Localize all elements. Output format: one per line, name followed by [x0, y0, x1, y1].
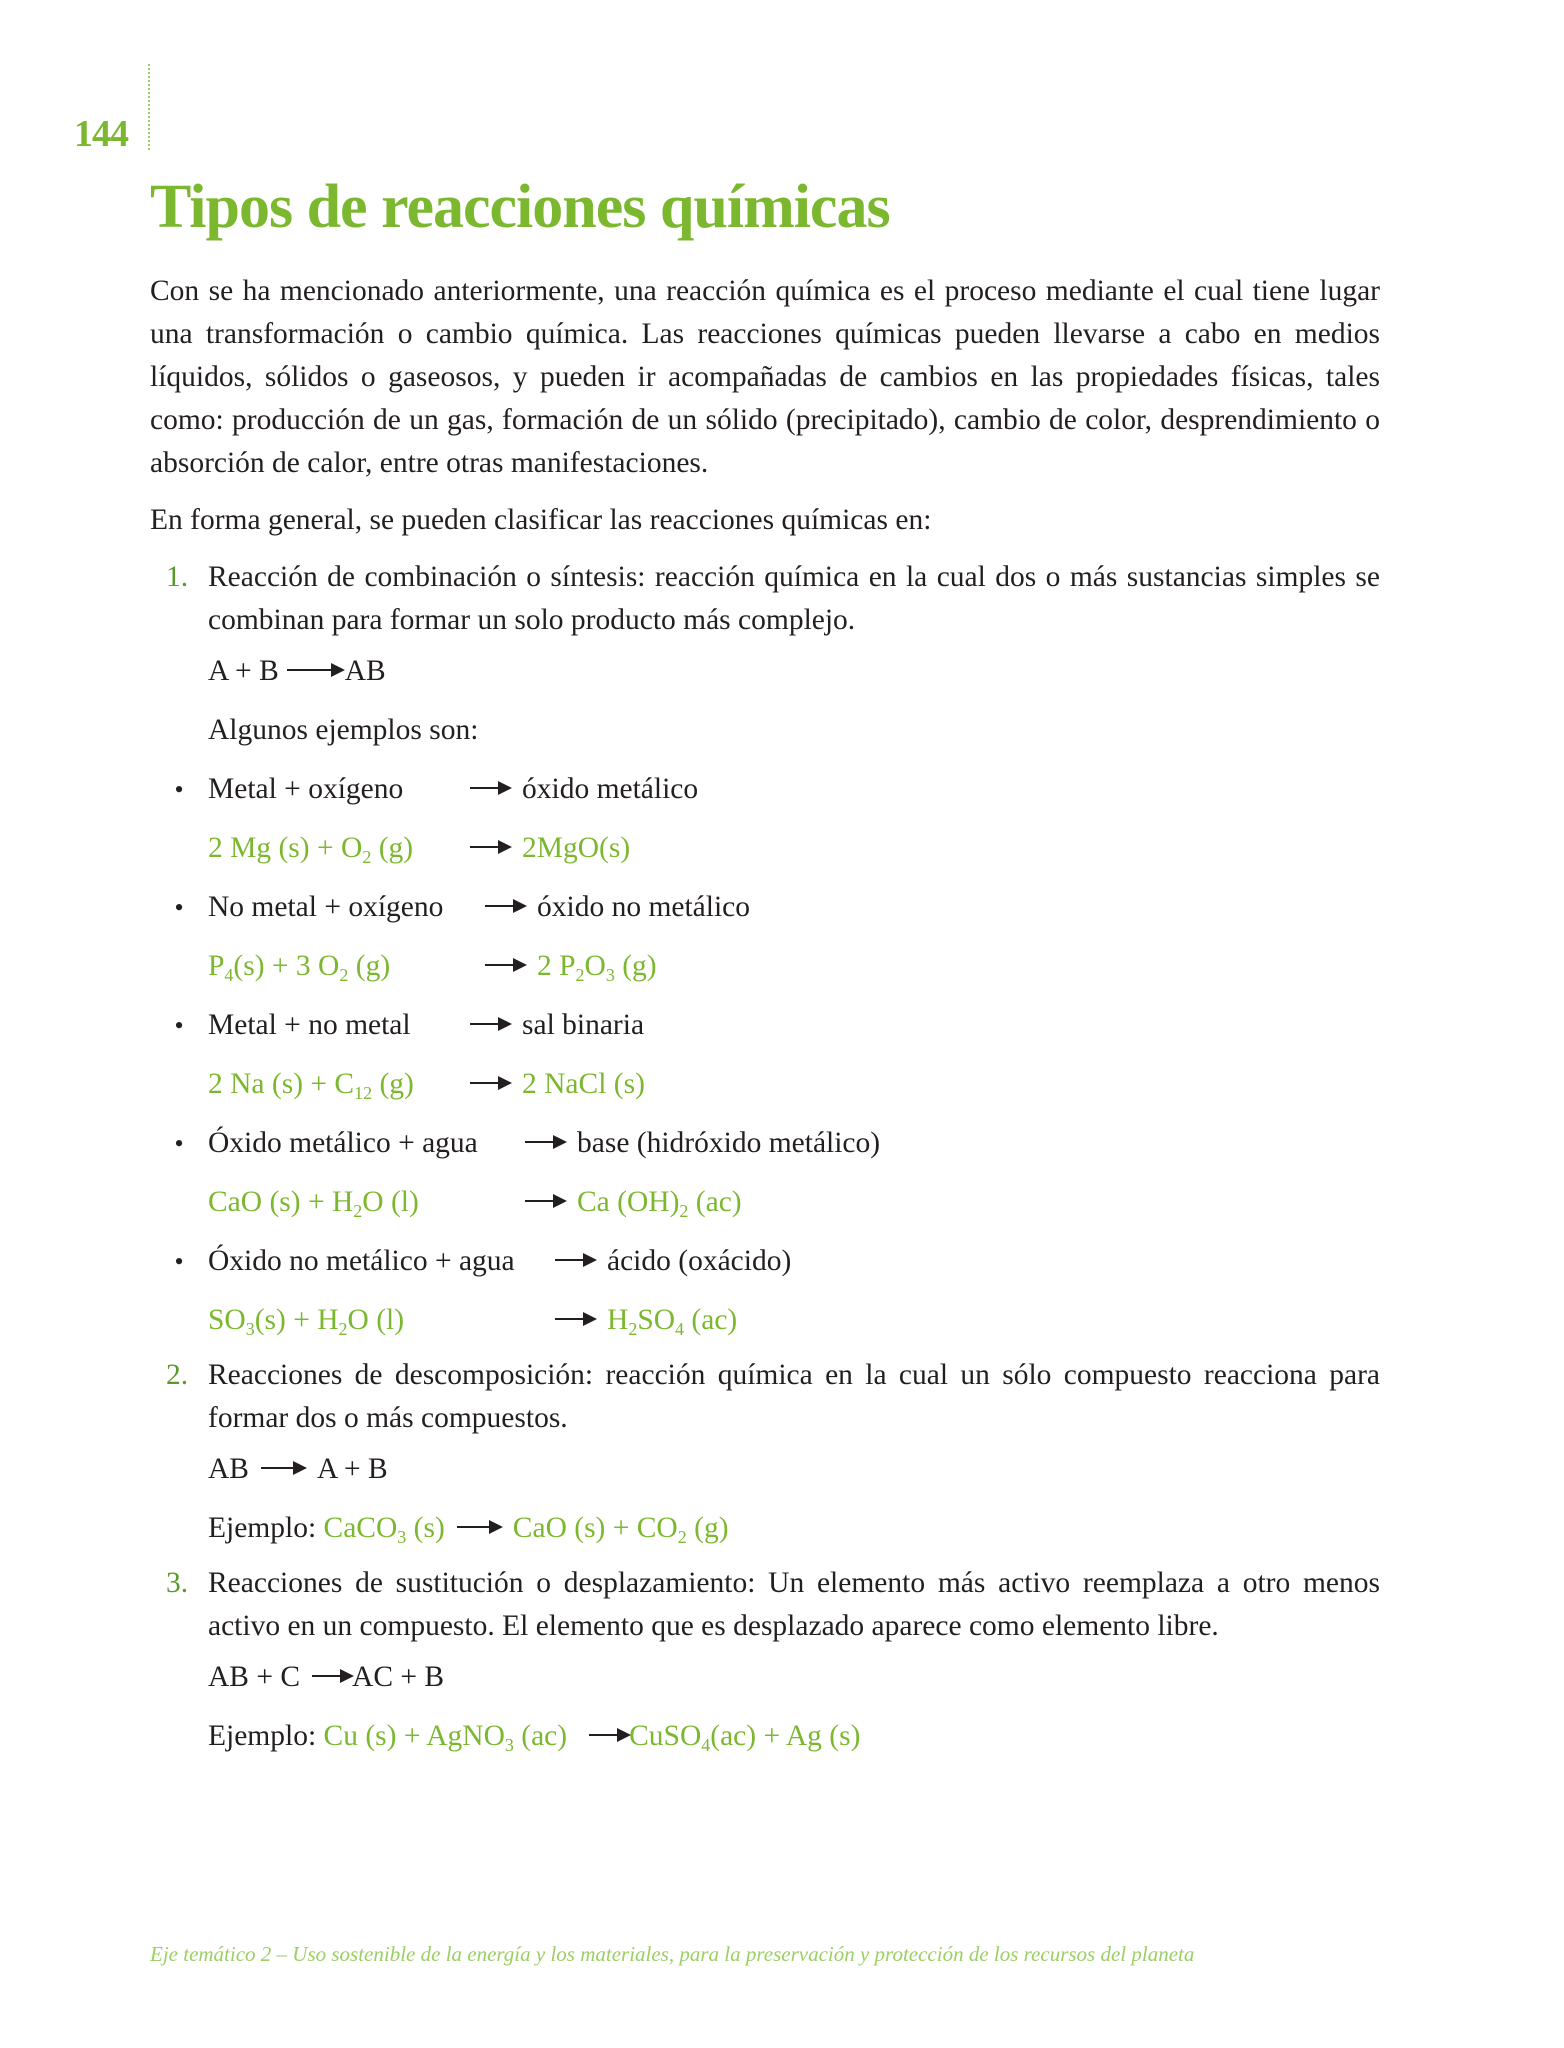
main-content: [150, 270, 1380, 1766]
category-reactants: Metal + oxígeno: [208, 773, 404, 805]
equation-products: A + B: [316, 1453, 388, 1485]
subscript: 2: [628, 1319, 638, 1339]
reaction-arrow-icon: [525, 1200, 565, 1202]
category-reactants: No metal + oxígeno: [208, 891, 444, 923]
reaction-arrow-icon: [555, 1318, 595, 1320]
example-equation: [208, 1707, 1380, 1766]
reaction-arrow-icon: [312, 1675, 352, 1677]
reaction-arrow-icon: [470, 1023, 510, 1025]
subscript: 3: [504, 1735, 514, 1755]
example-products: $H_2SO_4$ (ac): [607, 1304, 738, 1339]
page-number-divider: [148, 64, 150, 150]
category-product: óxido metálico: [522, 773, 699, 805]
item-number: 1.: [166, 561, 189, 593]
subscript: 2: [338, 1319, 348, 1339]
example-category: [150, 1114, 1380, 1173]
reaction-arrow-icon: [261, 1467, 305, 1469]
subscript: 4: [675, 1319, 685, 1339]
example-label: Ejemplo:: [208, 1512, 317, 1544]
subscript: 2: [353, 1201, 363, 1221]
bullet-icon: •: [174, 1129, 184, 1158]
subscript: 3: [605, 965, 615, 985]
example-products: CuSO$_4$(ac) + Ag (s): [629, 1720, 861, 1755]
item-number: 2.: [166, 1359, 189, 1391]
page-number: 144: [74, 113, 128, 155]
subscript: 4: [701, 1735, 711, 1755]
examples-intro: Algunos ejemplos son:: [208, 714, 479, 746]
subscript: 2: [679, 1201, 689, 1221]
reaction-type-substitution: [150, 1562, 1380, 1766]
category-reactants: Óxido no metálico + agua: [208, 1245, 515, 1277]
example-equation: [208, 1291, 1380, 1350]
bullet-icon: •: [174, 775, 184, 804]
example-equation: [208, 1499, 1380, 1558]
classification-intro: En forma general, se pueden clasificar las reacciones químicas en:: [150, 504, 932, 536]
subscript: 2: [339, 965, 349, 985]
item-description: Reacción de combinación o síntesis: reacción química en la cual dos o más sustancias simples se combinan para formar un solo producto más complejo.: [208, 561, 1380, 636]
bullet-icon: •: [174, 893, 184, 922]
equation-products: AB: [344, 655, 386, 687]
category-product: óxido no metálico: [537, 891, 751, 923]
reaction-arrow-icon: [457, 1526, 501, 1528]
example-reactants: CaO $(s) + H_2O$ (l): [208, 1186, 419, 1221]
example-category: [150, 760, 1380, 819]
examples-list: [150, 760, 1380, 1350]
subscript: 2: [677, 1527, 687, 1547]
example-equation: [208, 937, 1380, 996]
reaction-arrow-icon: [525, 1141, 565, 1143]
general-equation: [208, 642, 1380, 701]
example-reactants: CaCO$_3$ (s): [323, 1512, 445, 1547]
category-product: sal binaria: [522, 1009, 645, 1041]
item-description: Reacciones de sustitución o desplazamiento: Un elemento más activo reemplaza a otro menos activo en un compuesto. El elemento que es desplazado aparece como elemento libre.: [208, 1567, 1380, 1642]
item-description: Reacciones de descomposición: reacción química en la cual un sólo compuesto reacciona para formar dos o más compuestos.: [208, 1359, 1380, 1434]
bullet-icon: •: [174, 1247, 184, 1276]
equation-products: AC + B: [352, 1661, 445, 1693]
reaction-arrow-icon: [470, 787, 510, 789]
reaction-arrow-icon: [470, 846, 510, 848]
example-products: CaO $(s) + CO_2$ (g): [512, 1512, 729, 1547]
category-reactants: Óxido metálico + agua: [208, 1127, 478, 1159]
example-equation: [208, 1173, 1380, 1232]
example-products: 2MgO(s): [522, 832, 631, 864]
example-category: [150, 1232, 1380, 1291]
equation-reactants: A + B: [208, 655, 279, 687]
subscript: 12: [354, 1083, 373, 1103]
example-reactants: Cu (s) + AgNO$_3$ (ac): [323, 1720, 568, 1755]
reaction-arrow-icon: [485, 964, 525, 966]
reaction-arrow-icon: [589, 1734, 629, 1736]
subscript: 4: [224, 965, 234, 985]
item-number: 3.: [166, 1567, 189, 1599]
example-reactants: $SO_3(s) + H_2O$ (l): [208, 1304, 405, 1339]
example-reactants: 2 Na $(s) + C_{12}$ (g): [208, 1068, 414, 1103]
reaction-type-synthesis: [150, 556, 1380, 1350]
subscript: 2: [362, 847, 372, 867]
example-products: Ca $(OH)_2$ (ac): [577, 1186, 742, 1221]
example-equation: [208, 1055, 1380, 1114]
category-product: base (hidróxido metálico): [577, 1127, 881, 1159]
bullet-icon: •: [174, 1011, 184, 1040]
example-equation: [208, 819, 1380, 878]
equation-reactants: AB + C: [208, 1661, 301, 1693]
reaction-type-decomposition: [150, 1354, 1380, 1558]
example-category: [150, 996, 1380, 1055]
reaction-arrow-icon: [555, 1259, 595, 1261]
general-equation: [208, 1440, 1380, 1499]
example-products: 2 $P_2O_3$ (g): [537, 950, 657, 985]
example-products: 2 NaCl (s): [522, 1068, 645, 1100]
subscript: 3: [245, 1319, 255, 1339]
reaction-arrow-icon: [485, 905, 525, 907]
equation-reactants: AB: [208, 1453, 249, 1485]
example-label: Ejemplo:: [208, 1720, 317, 1752]
general-equation: [208, 1648, 1380, 1707]
reaction-arrow-icon: [287, 669, 343, 671]
category-product: ácido (oxácido): [607, 1245, 792, 1277]
page-footer: Eje temático 2 – Uso sostenible de la energía y los materiales, para la preservación y protección de los recursos del planeta: [150, 1942, 1195, 1966]
example-category: [150, 878, 1380, 937]
example-reactants: 2 Mg $(s) + O_2$ (g): [208, 832, 414, 867]
subscript: 3: [397, 1527, 407, 1547]
example-reactants: $P_4(s) + 3$ $O_2$ (g): [208, 950, 391, 985]
category-reactants: Metal + no metal: [208, 1009, 411, 1041]
subscript: 2: [575, 965, 585, 985]
intro-paragraph: Con se ha mencionado anteriormente, una reacción química es el proceso mediante el cual tiene lugar una transformación o cambio química. Las reacciones químicas pueden llevarse a cabo en medios líquidos, sólidos o gaseosos, y pueden ir acompañadas de cambios en las propiedades físicas, tales como: producción de un gas, formación de un sólido (precipitado), cambio de color, desprendimiento o absorción de calor, entre otras manifestaciones.: [150, 275, 1380, 479]
page-title: Tipos de reacciones químicas: [150, 173, 890, 241]
reaction-arrow-icon: [470, 1082, 510, 1084]
